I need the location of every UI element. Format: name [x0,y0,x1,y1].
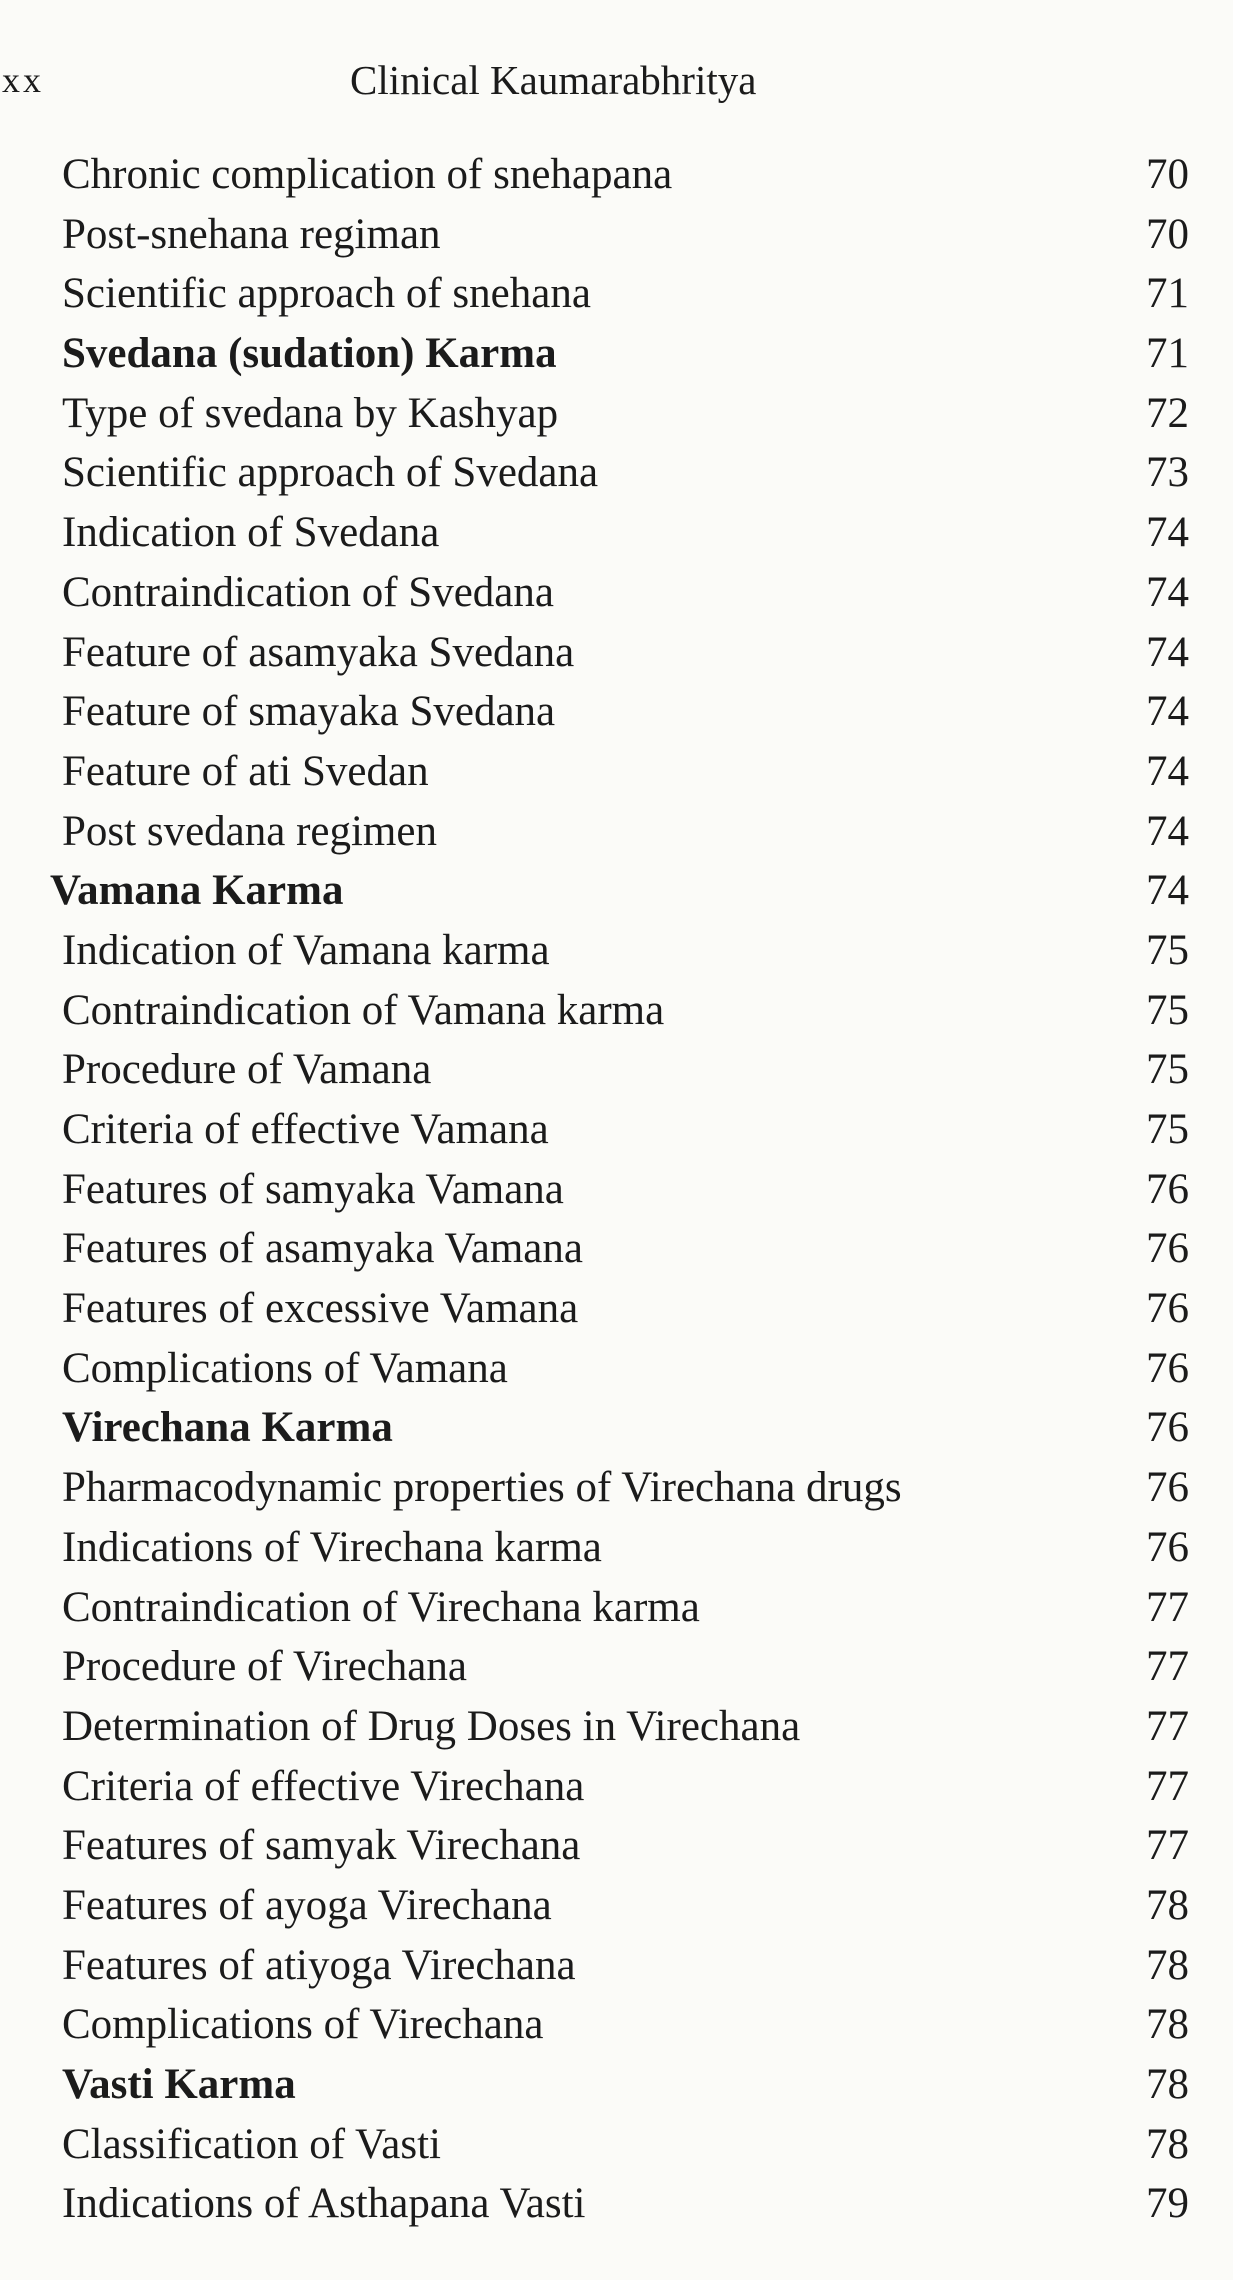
toc-entry [0,1936,1233,1996]
toc-entry-page-number: 77 [1146,1643,1189,1691]
toc-entry-page-number: 79 [1146,2180,1189,2228]
toc-entry-title: Vasti Karma [62,2061,296,2108]
toc-entry-page-number: 76 [1146,1404,1189,1452]
toc-entry-title: Contraindication of Svedana [62,568,554,616]
toc-entry-title: Vamana Karma [50,867,344,915]
toc-entry [0,623,1233,683]
toc-entry-title: Features of atiyoga Virechana [62,1941,576,1989]
table-of-contents [0,145,1233,2234]
toc-section-heading [0,324,1233,384]
toc-entry [0,1816,1233,1876]
toc-entry-page-number: 78 [1146,1941,1189,1989]
toc-entry [0,1637,1233,1697]
toc-entry [0,2174,1233,2234]
toc-entry [0,1876,1233,1936]
toc-entry [0,742,1233,802]
toc-entry-title: Post-snehana regiman [62,210,441,258]
toc-entry-title: Svedana (sudation) Karma [62,330,557,378]
toc-entry-title: Criteria of effective Vamana [62,1106,549,1153]
toc-entry-page-number: 70 [1146,210,1189,258]
toc-entry [0,503,1233,563]
toc-entry [0,563,1233,623]
toc-entry-page-number: 71 [1146,330,1189,378]
toc-entry-page-number: 77 [1146,1583,1189,1631]
toc-entry [0,1458,1233,1518]
toc-entry-title: Feature of asamyaka Svedana [62,628,575,676]
toc-entry-title: Features of samyaka Vamana [62,1165,564,1213]
toc-entry-page-number: 71 [1146,270,1189,318]
toc-entry-page-number: 74 [1146,867,1189,915]
page-header [0,50,1233,110]
toc-entry-page-number: 75 [1146,986,1189,1034]
toc-section-heading [0,1398,1233,1458]
toc-entry-page-number: 73 [1146,449,1189,497]
toc-entry-title: Features of samyak Virechana [62,1822,581,1870]
toc-entry-title: Virechana Karma [62,1404,393,1452]
toc-entry-page-number: 76 [1146,1165,1189,1213]
toc-entry-page-number: 75 [1146,1046,1189,1094]
toc-section-heading [0,2055,1233,2115]
toc-entry-page-number: 75 [1146,1106,1189,1153]
toc-entry [0,682,1233,742]
toc-entry-title: Contraindication of Virechana karma [62,1583,700,1631]
toc-entry-page-number: 74 [1146,688,1189,736]
toc-entry-page-number: 74 [1146,628,1189,676]
toc-entry-title: Post svedana regimen [62,807,437,855]
toc-entry-title: Contraindication of Vamana karma [62,986,665,1034]
toc-entry-page-number: 75 [1146,926,1189,974]
toc-entry-title: Determination of Drug Doses in Virechana [62,1702,801,1750]
toc-entry-title: Chronic complication of snehapana [62,151,673,198]
toc-entry [0,1757,1233,1817]
toc-entry-page-number: 76 [1146,1523,1189,1571]
toc-section-heading [0,861,1233,921]
toc-entry [0,1339,1233,1399]
toc-entry-title: Scientific approach of snehana [62,270,591,318]
page-number: xx [2,60,44,100]
toc-entry-title: Classification of Vasti [62,2120,442,2168]
toc-entry-title: Scientific approach of Svedana [62,449,599,497]
toc-entry [0,1279,1233,1339]
toc-entry [0,443,1233,503]
toc-entry [0,802,1233,862]
toc-entry-title: Indications of Asthapana Vasti [62,2180,586,2228]
toc-entry-title: Indication of Vamana karma [62,926,550,974]
toc-entry-title: Pharmacodynamic properties of Virechana drugs [62,1464,902,1512]
toc-entry [0,1040,1233,1100]
toc-entry-page-number: 78 [1146,2001,1189,2049]
toc-entry-page-number: 77 [1146,1822,1189,1870]
toc-entry-title: Indications of Virechana karma [62,1523,602,1571]
toc-entry-title: Feature of ati Svedan [62,747,429,795]
toc-entry [0,2115,1233,2175]
toc-entry [0,1697,1233,1757]
toc-entry [0,205,1233,265]
toc-entry [0,1578,1233,1638]
running-title: Clinical Kaumarabhritya [350,57,757,103]
toc-entry-title: Features of excessive Vamana [62,1285,579,1333]
toc-entry-title: Features of ayoga Virechana [62,1881,552,1929]
toc-entry-title: Procedure of Virechana [62,1643,467,1691]
toc-entry-title: Complications of Virechana [62,2001,544,2049]
toc-entry-page-number: 72 [1146,389,1189,437]
toc-entry-page-number: 77 [1146,1702,1189,1750]
toc-entry [0,1100,1233,1160]
toc-entry-title: Procedure of Vamana [62,1046,432,1094]
toc-entry [0,921,1233,981]
toc-entry-page-number: 78 [1146,2061,1189,2108]
toc-entry [0,981,1233,1041]
toc-entry-title: Feature of smayaka Svedana [62,688,556,736]
toc-entry-page-number: 77 [1146,1762,1189,1810]
toc-entry-page-number: 74 [1146,568,1189,616]
toc-entry-title: Complications of Vamana [62,1344,508,1392]
toc-entry [0,384,1233,444]
toc-entry-title: Type of svedana by Kashyap [62,389,559,437]
toc-entry-page-number: 78 [1146,2120,1189,2168]
toc-entry-page-number: 74 [1146,747,1189,795]
toc-entry [0,1995,1233,2055]
toc-entry-page-number: 76 [1146,1285,1189,1333]
toc-entry-title: Features of asamyaka Vamana [62,1225,583,1273]
toc-entry-title: Indication of Svedana [62,509,440,557]
toc-entry [0,145,1233,205]
toc-entry-page-number: 78 [1146,1881,1189,1929]
toc-entry-page-number: 76 [1146,1225,1189,1273]
toc-entry [0,1518,1233,1578]
toc-entry-page-number: 76 [1146,1464,1189,1512]
toc-entry-page-number: 74 [1146,509,1189,557]
toc-entry-page-number: 76 [1146,1344,1189,1392]
toc-entry [0,1160,1233,1220]
toc-entry-title: Criteria of effective Virechana [62,1762,585,1810]
toc-entry-page-number: 70 [1146,151,1189,198]
toc-entry-page-number: 74 [1146,807,1189,855]
toc-entry [0,264,1233,324]
toc-entry [0,1219,1233,1279]
